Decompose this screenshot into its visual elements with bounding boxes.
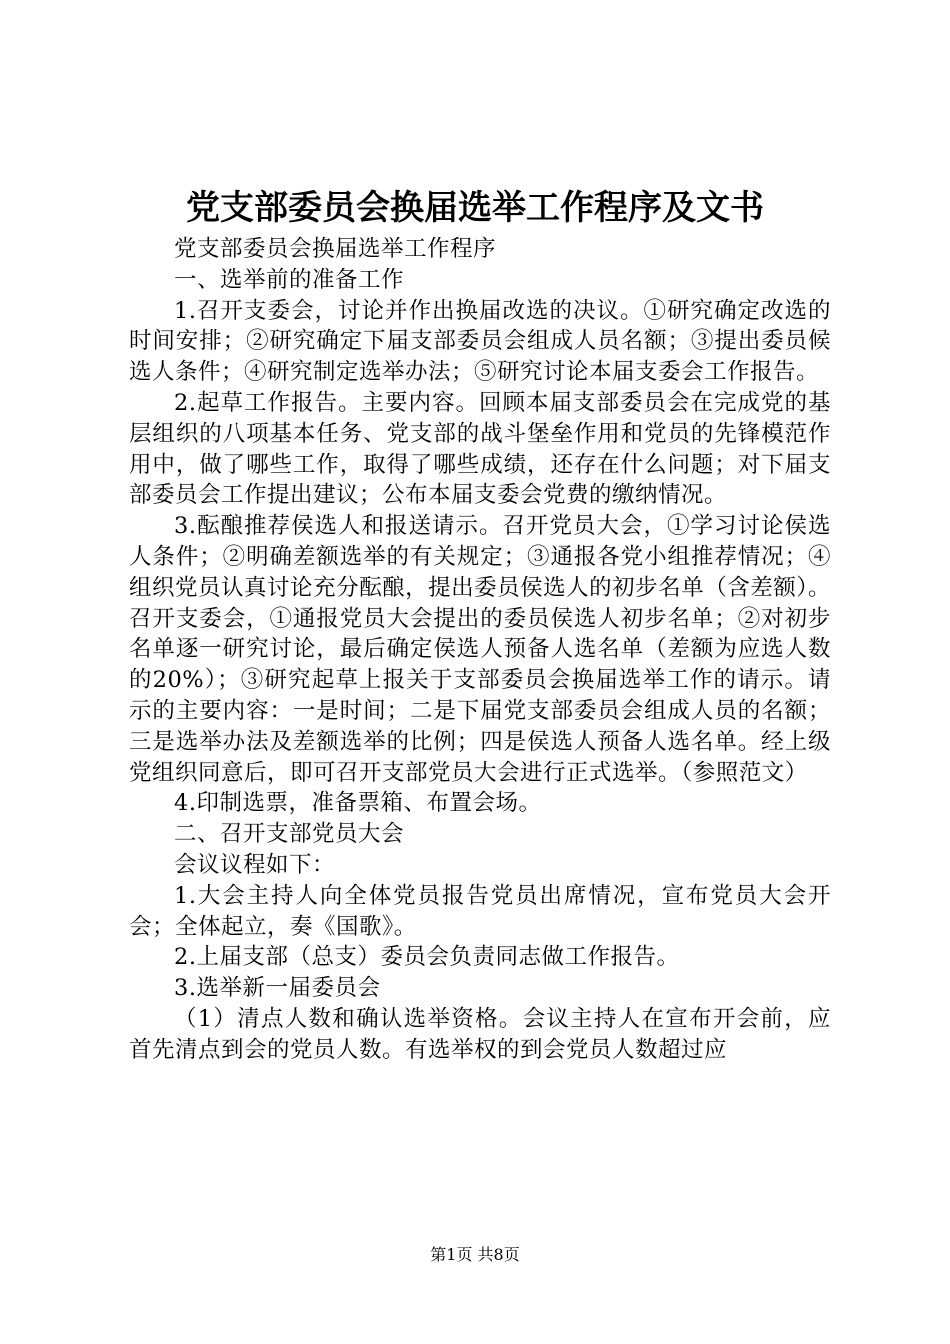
document-body [129, 234, 831, 1066]
paragraph: 3.酝酿推荐侯选人和报送请示。召开党员大会，①学习讨论侯选人条件；②明确差额选举的有关规定；③通报各党小组推荐情况；④组织党员认真讨论充分酝酿，提出委员侯选人的初步名单（含差额）。召开支委会，①通报党员大会提出的委员侯选人初步名单；②对初步名单逐一研究讨论，最后确定侯选人预备人选名单（差额为应选人数的20%）；③研究起草上报关于支部委员会换届选举工作的请示。请示的主要内容：一是时间；二是下届党支部委员会组成人员的名额；三是选举办法及差额选举的比例；四是侯选人预备人选名单。经上级党组织同意后，即可召开支部党员大会进行正式选举。（参照范文） [129, 513, 831, 786]
paragraph: 2.起草工作报告。主要内容。回顾本届支部委员会在完成党的基层组织的八项基本任务、党支部的战斗堡垒作用和党员的先锋模范作用中，做了哪些工作，取得了哪些成绩，还存在什么问题；对下届支部委员会工作提出建议；公布本届支委会党费的缴纳情况。 [129, 389, 831, 509]
section-heading: 一、选举前的准备工作 [174, 266, 405, 293]
paragraph: 4.印制选票，准备票箱、布置会场。 [174, 790, 542, 817]
paragraph: （1）清点人数和确认选举资格。会议主持人在宣布开会前，应首先清点到会的党员人数。有选举权的到会党员人数超过应 [129, 1005, 831, 1063]
page-number: 第1页 共8页 [430, 1245, 520, 1264]
paragraph: 1.召开支委会，讨论并作出换届改选的决议。①研究确定改选的时间安排；②研究确定下届支部委员会组成人员名额；③提出委员候选人条件；④研究制定选举办法；⑤研究讨论本届支委会工作报告。 [129, 297, 831, 386]
paragraph: 3.选举新一届委员会 [174, 975, 381, 1002]
paragraph: 1.大会主持人向全体党员报告党员出席情况，宣布党员大会开会；全体起立，奏《国歌》。 [129, 882, 831, 940]
paragraph: 会议议程如下： [174, 851, 336, 878]
paragraph: 党支部委员会换届选举工作程序 [174, 236, 497, 262]
section-heading: 二、召开支部党员大会 [174, 821, 405, 848]
document-title: 党支部委员会换届选举工作程序及文书 [186, 188, 764, 228]
paragraph: 2.上届支部（总支）委员会负责同志做工作报告。 [174, 944, 680, 971]
